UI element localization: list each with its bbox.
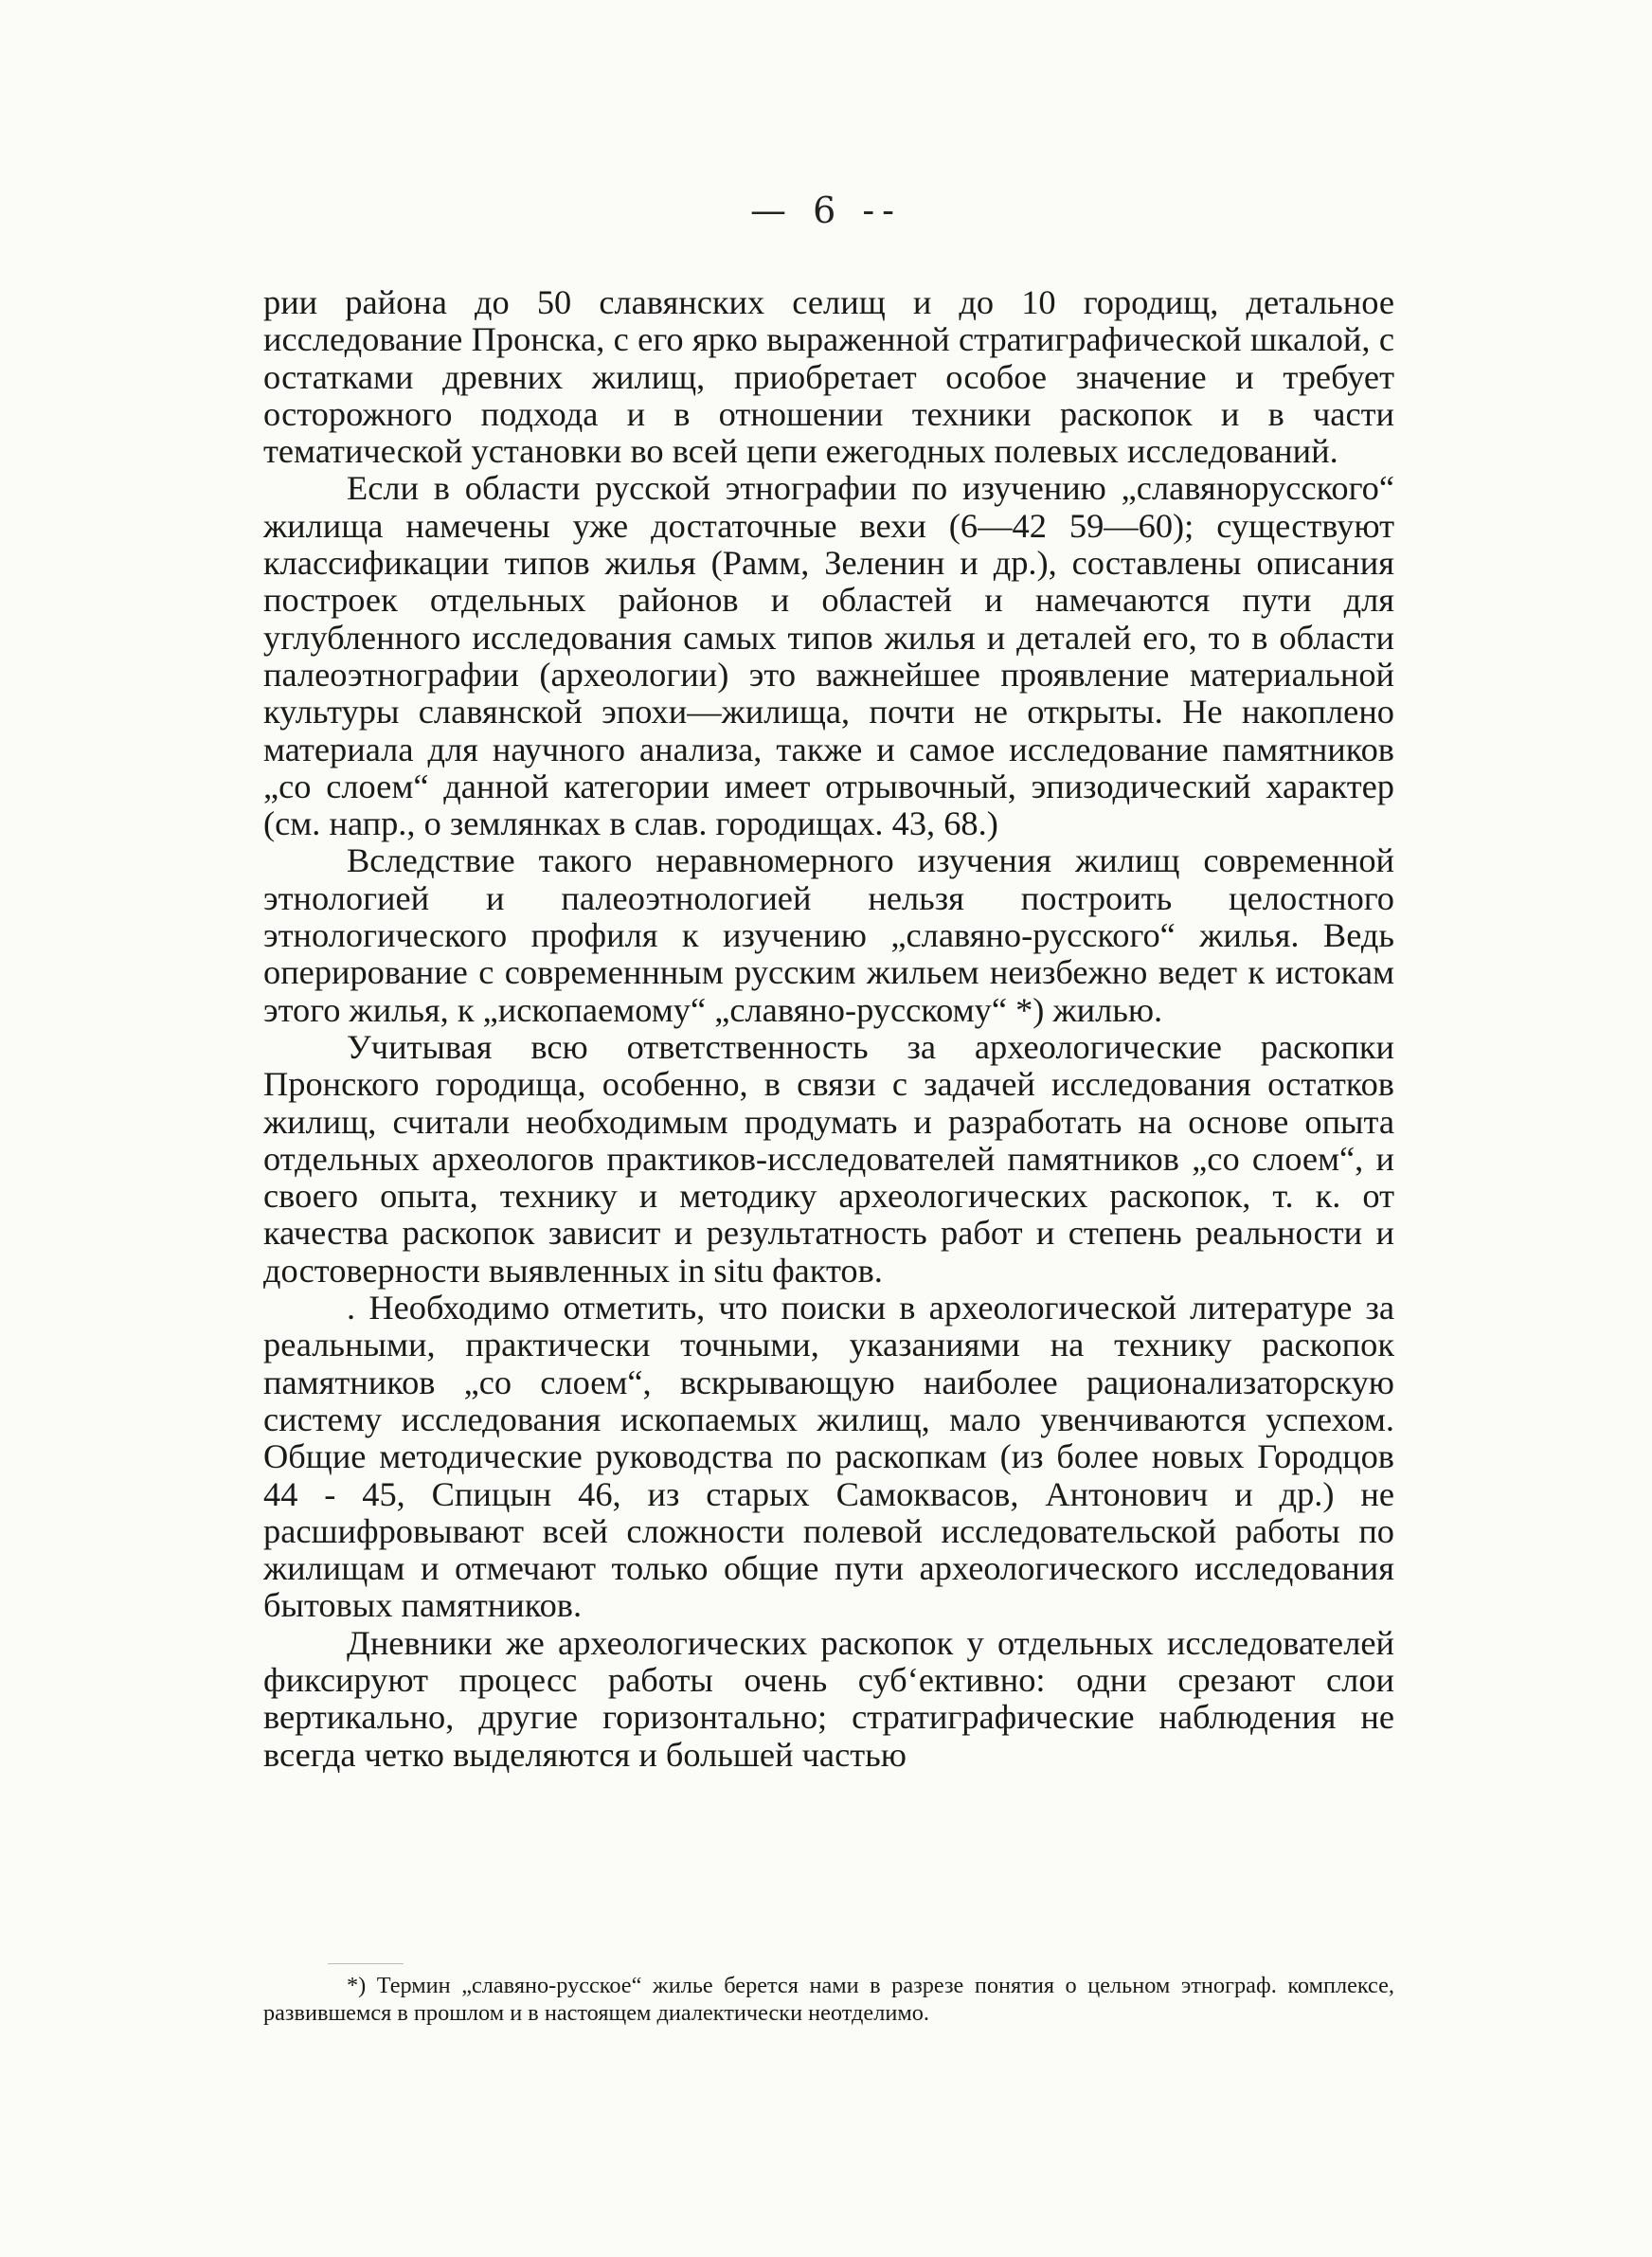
- page-number: — 6 --: [749, 190, 902, 231]
- paragraph: Если в области русской этнографии по изучению „славянорусского“ жилища намечены уже достаточные вехи (6—42 59—60); существуют классификации типов жилья (Рамм, Зеленин и др.), составлены описания построек отдельных районов и областей и намечаются пути для углубленного исследования самых типов жилья и деталей его, то в области палеоэтнографии (археологии) это важнейшее проявление материальной культуры славянской эпохи—жилища, почти не открыты. Не накоплено материала для научного анализа, также и самое исследование памятников „со слоем“ данной категории имеет отрывочный, эпизодический характер (см. напр., о землянках в слав. городищах. 43, 68.): [263, 469, 1394, 843]
- footnote-divider: [328, 1963, 404, 1964]
- footnote: *) Термин „славяно-русское“ жилье берется нами в разрезе понятия о цельном этнограф. комплексе, развившемся в прошлом и в настоящем диалектически неотделимо.: [263, 1973, 1394, 2026]
- paragraph-continued: рии района до 50 славянских селищ и до 10 городищ, детальное исследование Пронска, с его ярко выраженной стратиграфической шкалой, с остатками древних жилищ, приобретает особое значение и требует осторожного подхода и в отношении техники раскопок и в части тематической установки во всей цепи ежегодных полевых исследований.: [263, 283, 1394, 471]
- paragraph: Учитывая всю ответственность за археологические раскопки Пронского городища, особенно, в связи с задачей исследования остатков жилищ, считали необходимым продумать и разработать на основе опыта отдельных археологов практиков-исследователей памятников „со слоем“, и своего опыта, технику и методику археологических раскопок, т. к. от качества раскопок зависит и результатность работ и степень реальности и достоверности выявленных in situ фактов.: [263, 1027, 1394, 1290]
- paragraph: Дневники же археологических раскопок у отдельных исследователей фиксируют процесс работы очень суб‘ективно: одни срезают слои вертикально, другие горизонтально; стратиграфические наблюдения не всегда четко выделяются и большей частью: [263, 1623, 1394, 1774]
- body-text: [263, 284, 1394, 1774]
- paragraph: Вследствие такого неравномерного изучения жилищ современной этнологией и палеоэтнологией нельзя построить целостного этнологического профиля к изучению „славяно-русского“ жилья. Ведь оперирование с современнным русским жильем неизбежно ведет к истокам этого жилья, к „ископаемому“ „славяно-русскому“ *) жилью.: [263, 841, 1394, 1029]
- paragraph: . Необходимо отметить, что поиски в археологической литературе за реальными, практически точными, указаниями на технику раскопок памятников „со слоем“, вскрывающую наиболее рационализаторскую систему исследования ископаемых жилищ, мало увенчиваются успехом. Общие методические руководства по раскопкам (из более новых Городцов 44 - 45, Спицын 46, из старых Самоквасов, Антонович и др.) не расшифровывают всей сложности полевой исследовательской работы по жилищам и отмечают только общие пути археологического исследования бытовых памятников.: [263, 1289, 1394, 1625]
